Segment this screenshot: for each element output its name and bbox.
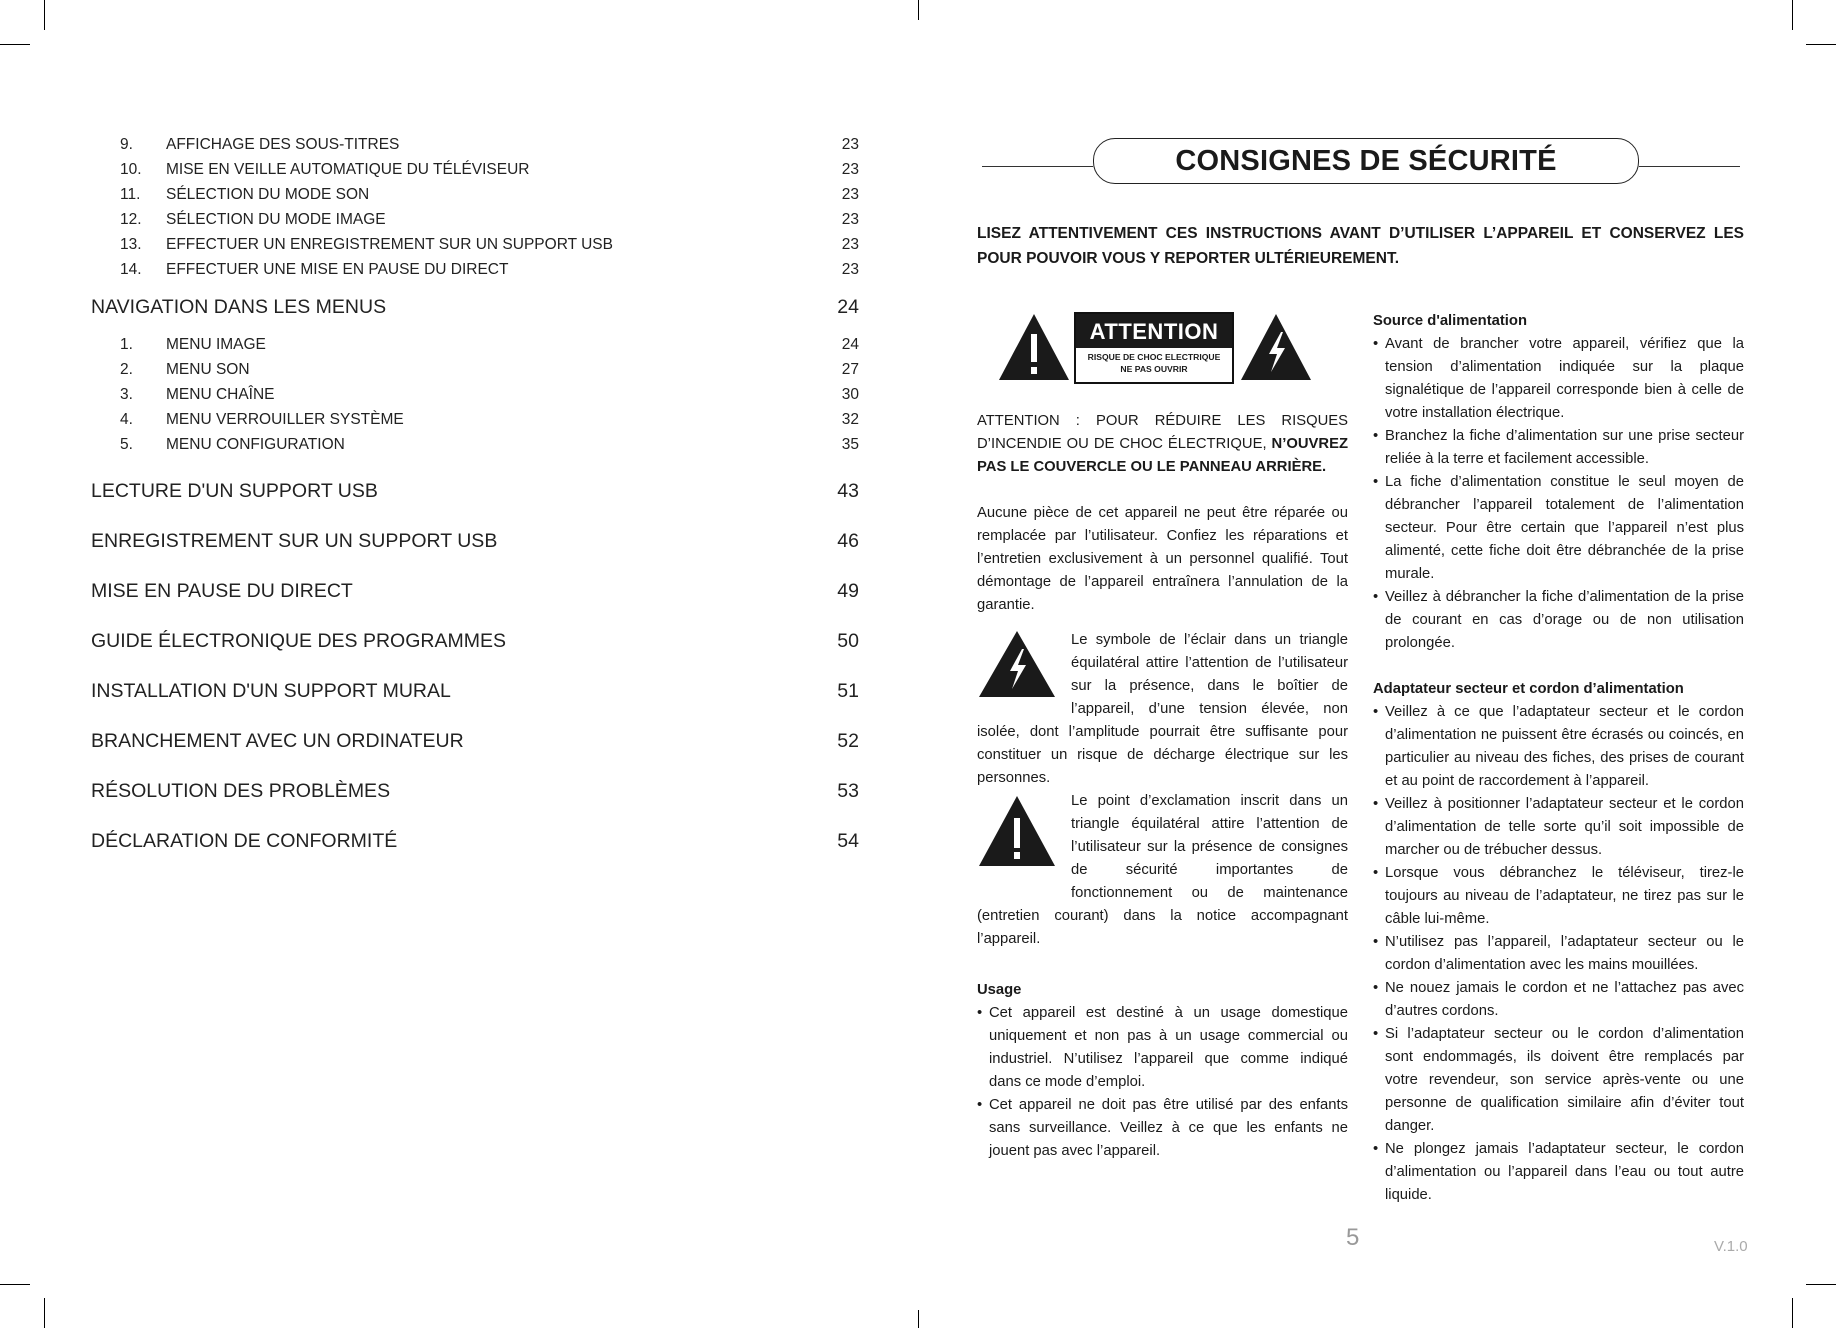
- crop-mark: [44, 0, 45, 30]
- toc-subentry[interactable]: [91, 157, 859, 182]
- toc-entry-label: GUIDE ÉLECTRONIQUE DES PROGRAMMES: [91, 630, 506, 652]
- lightning-triangle-icon: [1239, 312, 1313, 382]
- toc-entry-page: 23: [841, 136, 859, 153]
- lightning-symbol: [977, 629, 1067, 705]
- list-item: • Veillez à débrancher la fiche d’alimentation de la prise de courant en cas d’orage ou de non utilisation prolongée.: [1373, 586, 1744, 655]
- crop-mark: [918, 1310, 919, 1328]
- toc-entry-label: MENU VERROUILLER SYSTÈME: [166, 411, 404, 428]
- toc-entry-label: EFFECTUER UNE MISE EN PAUSE DU DIRECT: [166, 261, 509, 278]
- toc-entry[interactable]: [91, 465, 859, 515]
- toc-entry-page: 27: [841, 361, 859, 378]
- usage-list: [977, 1002, 1348, 1163]
- exclamation-paragraph: [977, 790, 1348, 951]
- toc-entry-page: 51: [837, 680, 859, 702]
- toc-entry-page: 24: [837, 296, 859, 318]
- toc-entry-page: 30: [841, 386, 859, 403]
- toc-entry-number: 4.: [120, 411, 133, 428]
- toc-entry[interactable]: [91, 665, 859, 715]
- toc-entry-number: 5.: [120, 436, 133, 453]
- toc-subsection-group: [91, 332, 859, 457]
- list-item: • Cet appareil est destiné à un usage domestique uniquement et non pas à un usage commercial ou industriel. N’utilisez l’appareil que comme indiqué dans ce mode d’emploi.: [977, 1002, 1348, 1094]
- lightning-triangle-icon: [977, 629, 1057, 699]
- toc-entry-page: 23: [841, 211, 859, 228]
- toc-entry-number: 1.: [120, 336, 133, 353]
- toc-entry-number: 13.: [120, 236, 142, 253]
- exclamation-triangle-icon: [997, 312, 1071, 382]
- toc-entry-number: 2.: [120, 361, 133, 378]
- attention-label-line: NE PAS OUVRIR: [1120, 364, 1188, 374]
- usage-heading: Usage: [977, 982, 1022, 998]
- toc-main-group: [91, 465, 859, 865]
- list-item: • Avant de brancher votre appareil, vérifiez que la tension d’alimentation indiquée sur la plaque signalétique de l’appareil corresponde bien à celle de votre installation électrique.: [1373, 333, 1744, 425]
- exclamation-text: Le point d’exclamation inscrit dans un triangle équilatéral attire l’attention de l’utilisateur sur la présence de consignes de sécurité importantes de fonctionnement ou de maintenance (entretien courant) dans la notice accompagnant l’appareil.: [977, 793, 1348, 947]
- toc-entry-page: 43: [837, 480, 859, 502]
- title-rule-right: [1639, 166, 1740, 167]
- toc-entry[interactable]: [91, 765, 859, 815]
- toc-subentry[interactable]: [91, 207, 859, 232]
- toc-entry-label: LECTURE D'UN SUPPORT USB: [91, 480, 378, 502]
- toc-entry[interactable]: [91, 615, 859, 665]
- toc-entry-number: 3.: [120, 386, 133, 403]
- toc-entry-number: 14.: [120, 261, 142, 278]
- list-item: • Veillez à ce que l’adaptateur secteur et le cordon d’alimentation ne puissent être écrasés ou coincés, en particulier au niveau des fiches, des prises de courant et au point de raccordement à l’appareil.: [1373, 701, 1744, 793]
- list-item: • Lorsque vous débranchez le téléviseur, tirez-le toujours au niveau de l’adaptateur, ne tirez pas sur le câble lui-même.: [1373, 862, 1744, 931]
- warning-paragraph: [977, 410, 1348, 479]
- toc-subentry[interactable]: [91, 357, 859, 382]
- toc-entry-label: BRANCHEMENT AVEC UN ORDINATEUR: [91, 730, 464, 752]
- crop-mark: [918, 0, 919, 20]
- list-item: • Cet appareil ne doit pas être utilisé par des enfants sans surveillance. Veillez à ce que les enfants ne jouent pas avec l’appareil.: [977, 1094, 1348, 1163]
- adapter-list: [1373, 701, 1744, 1207]
- toc-entry-page: 23: [841, 236, 859, 253]
- page-number: 5: [1346, 1224, 1360, 1251]
- attention-banner: [977, 312, 1348, 387]
- attention-label-line: RISQUE DE CHOC ELECTRIQUE: [1087, 352, 1221, 362]
- toc-entry-page: 46: [837, 530, 859, 552]
- power-list: [1373, 333, 1744, 655]
- toc-entry-label: MENU IMAGE: [166, 336, 266, 353]
- warning-text-bold: N’OUVREZ PAS LE COUVERCLE OU LE PANNEAU ARRIÈRE.: [977, 436, 1348, 475]
- crop-mark: [1806, 1284, 1836, 1285]
- list-item: • La fiche d’alimentation constitue le seul moyen de débrancher l’appareil totalement de l’alimentation secteur. Pour être certain que l’appareil n’est plus alimenté, cette fiche doit être débranchée de la prise murale.: [1373, 471, 1744, 586]
- toc-entry-label: MENU SON: [166, 361, 250, 378]
- crop-mark: [1792, 1298, 1793, 1328]
- page-title: CONSIGNES DE SÉCURITÉ: [1093, 138, 1639, 184]
- toc-entry-number: 12.: [120, 211, 142, 228]
- toc-entry-label: ENREGISTREMENT SUR UN SUPPORT USB: [91, 530, 498, 552]
- list-item: • Veillez à positionner l’adaptateur secteur et le cordon d’alimentation de telle sorte qu’il soit impossible de marcher ou de trébucher dessus.: [1373, 793, 1744, 862]
- toc-subentry[interactable]: [91, 257, 859, 282]
- crop-mark: [1806, 44, 1836, 45]
- toc-entry-number: 10.: [120, 161, 142, 178]
- list-item: • Branchez la fiche d’alimentation sur une prise secteur reliée à la terre et facilement accessible.: [1373, 425, 1744, 471]
- toc-subentry[interactable]: [91, 432, 859, 457]
- toc-entry-label: MISE EN VEILLE AUTOMATIQUE DU TÉLÉVISEUR: [166, 161, 530, 178]
- toc-entry-label: SÉLECTION DU MODE SON: [166, 186, 370, 203]
- toc-entry-label: RÉSOLUTION DES PROBLÈMES: [91, 780, 391, 802]
- repair-paragraph: Aucune pièce de cet appareil ne peut être réparée ou remplacée par l’utilisateur. Confiez les réparations et l’entretien exclusivement à un personnel qualifié. Tout démontage de l’appareil entraînera l’annulation de la garantie.: [977, 505, 1348, 613]
- toc-entry-page: 52: [837, 730, 859, 752]
- toc-entry-label: MISE EN PAUSE DU DIRECT: [91, 580, 353, 602]
- toc-entry-label: DÉCLARATION DE CONFORMITÉ: [91, 830, 398, 852]
- toc-entry[interactable]: [91, 515, 859, 565]
- lightning-paragraph: [977, 629, 1348, 790]
- toc-entry-number: 9.: [120, 136, 133, 153]
- intro-warning: LISEZ ATTENTIVEMENT CES INSTRUCTIONS AVANT D’UTILISER L’APPAREIL ET CONSERVEZ LES POUR POUVOIR VOUS Y REPORTER ULTÉRIEUREMENT.: [977, 225, 1744, 267]
- toc-entry-page: 54: [837, 830, 859, 852]
- attention-label-text: [1076, 348, 1232, 375]
- list-item: • Ne nouez jamais le cordon et ne l’attachez pas avec d’autres cordons.: [1373, 977, 1744, 1023]
- toc-subentry[interactable]: [91, 407, 859, 432]
- toc-subentry[interactable]: [91, 232, 859, 257]
- toc-entry-page: 35: [841, 436, 859, 453]
- toc-entry-label: AFFICHAGE DES SOUS-TITRES: [166, 136, 400, 153]
- toc-subentry[interactable]: [91, 182, 859, 207]
- toc-entry-label: NAVIGATION DANS LES MENUS: [91, 296, 387, 318]
- toc-entry-navigation[interactable]: [91, 290, 859, 332]
- toc-entry-label: MENU CONFIGURATION: [166, 436, 345, 453]
- toc-entry-page: 32: [841, 411, 859, 428]
- list-item: • Ne plongez jamais l’adaptateur secteur, le cordon d’alimentation ou l’appareil dans l’eau ou tout autre liquide.: [1373, 1138, 1744, 1207]
- toc-entry-page: 49: [837, 580, 859, 602]
- toc-subentry[interactable]: [91, 132, 859, 157]
- version-label: V.1.0: [1714, 1238, 1748, 1255]
- attention-label: [1074, 312, 1234, 384]
- attention-label-title: ATTENTION: [1076, 314, 1232, 348]
- table-of-contents: [91, 132, 859, 865]
- toc-subsection-group: [91, 132, 859, 282]
- toc-entry-page: 53: [837, 780, 859, 802]
- toc-entry[interactable]: [91, 815, 859, 865]
- toc-entry-page: 23: [841, 161, 859, 178]
- crop-mark: [0, 1284, 30, 1285]
- toc-entry-page: 50: [837, 630, 859, 652]
- toc-entry[interactable]: [91, 565, 859, 615]
- lightning-text: Le symbole de l’éclair dans un triangle équilatéral attire l’attention de l’utilisateur sur la présence, dans le boîtier de l’appareil, d’une tension élevée, non isolée, dont l’amplitude pourrait être suffisante pour constituer un risque de décharge électrique sur les personnes.: [977, 632, 1348, 786]
- warning-text: ATTENTION : POUR RÉDUIRE LES RISQUES D’INCENDIE OU DE CHOC ÉLECTRIQUE,: [977, 413, 1348, 452]
- list-item: • Si l’adaptateur secteur ou le cordon d’alimentation sont endommagés, ils doivent être remplacés par votre revendeur, son service après-vente ou une personne de qualification similaire afin d’éviter tout danger.: [1373, 1023, 1744, 1138]
- toc-entry-label: INSTALLATION D'UN SUPPORT MURAL: [91, 680, 451, 702]
- power-heading: Source d'alimentation: [1373, 313, 1527, 329]
- crop-mark: [44, 1298, 45, 1328]
- toc-entry-number: 11.: [120, 186, 141, 203]
- toc-entry[interactable]: [91, 715, 859, 765]
- safety-column-right: [1373, 310, 1744, 1207]
- toc-entry-label: SÉLECTION DU MODE IMAGE: [166, 211, 386, 228]
- toc-subentry[interactable]: [91, 332, 859, 357]
- toc-subentry[interactable]: [91, 382, 859, 407]
- toc-entry-page: 23: [841, 186, 859, 203]
- toc-entry-page: 24: [841, 336, 859, 353]
- toc-entry-page: 23: [841, 261, 859, 278]
- toc-entry-label: EFFECTUER UN ENREGISTREMENT SUR UN SUPPORT USB: [166, 236, 613, 253]
- adapter-heading: Adaptateur secteur et cordon d’alimentation: [1373, 681, 1684, 697]
- exclamation-triangle-icon: [977, 794, 1057, 868]
- list-item: • N’utilisez pas l’appareil, l’adaptateur secteur ou le cordon d’alimentation avec les mains mouillées.: [1373, 931, 1744, 977]
- toc-entry-label: MENU CHAÎNE: [166, 386, 275, 403]
- exclamation-symbol: [977, 790, 1067, 886]
- safety-column-left: [977, 312, 1348, 1163]
- title-rule-left: [982, 166, 1093, 167]
- crop-mark: [1792, 0, 1793, 30]
- crop-mark: [0, 44, 30, 45]
